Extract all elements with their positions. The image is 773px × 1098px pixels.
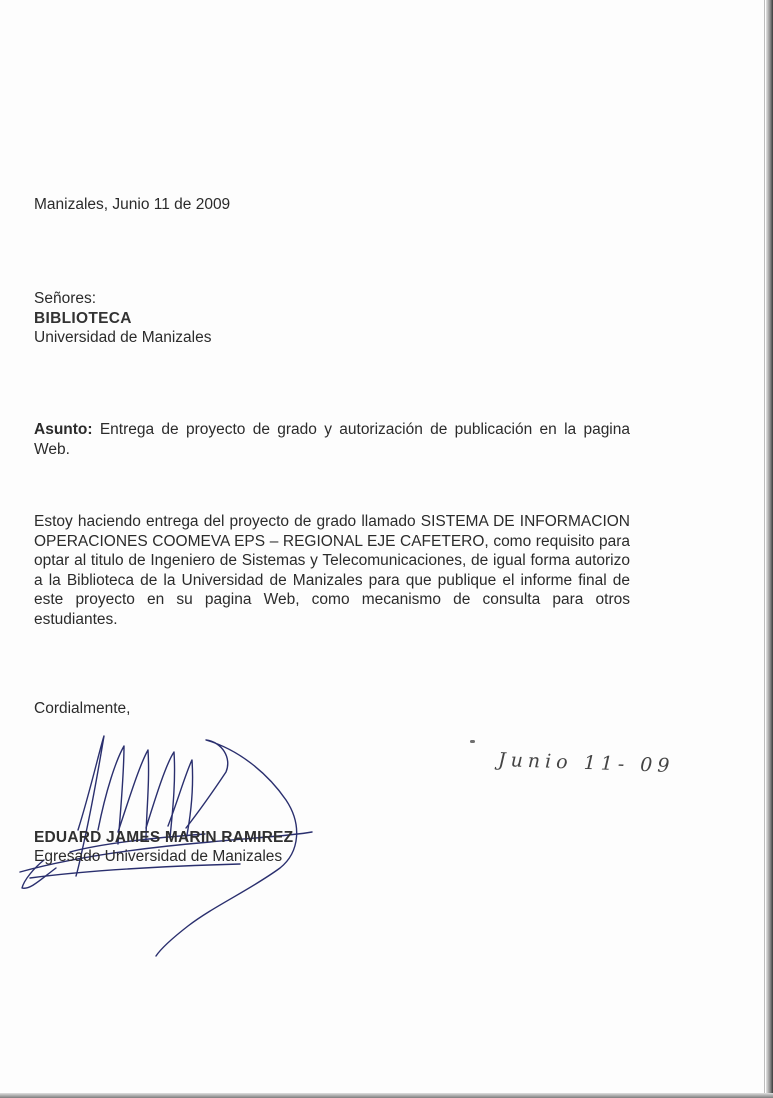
ink-speck <box>470 740 475 743</box>
place-date: Manizales, Junio 11 de 2009 <box>34 196 231 213</box>
recipient-institution: Universidad de Manizales <box>34 329 212 346</box>
scan-edge-line <box>764 0 765 1098</box>
signer-name: EDUARD JAMES MARIN RAMIREZ <box>34 829 294 846</box>
closing: Cordialmente, <box>34 700 131 717</box>
scan-edge-bottom <box>0 1093 773 1098</box>
salutation: Señores: <box>34 290 97 307</box>
recipient-block <box>34 289 211 348</box>
subject-label: Asunto: <box>34 421 93 438</box>
subject-line <box>34 420 630 459</box>
subject-text: Entrega de proyecto de grado y autorización de publicación en la pagina Web. <box>34 421 630 458</box>
scan-edge-right <box>766 0 773 1098</box>
signer-title: Egresado Universidad de Manizales <box>34 848 283 865</box>
recipient-name: BIBLIOTECA <box>34 309 132 327</box>
handwritten-date: Junio 11- 09 <box>497 748 675 778</box>
body-paragraph: Estoy haciendo entrega del proyecto de grado llamado SISTEMA DE INFORMACION OPERACIONES COOMEVA EPS – REGIONAL EJE CAFETERO, como requisito para optar al titulo de Ingeniero de Sistemas y Telecomunicaciones, de igual forma autorizo a la Biblioteca de la Universidad de Manizales para que publique el informe final de este proyecto en su pagina Web, como mecanismo de consulta para otros estudiantes. <box>34 513 630 628</box>
